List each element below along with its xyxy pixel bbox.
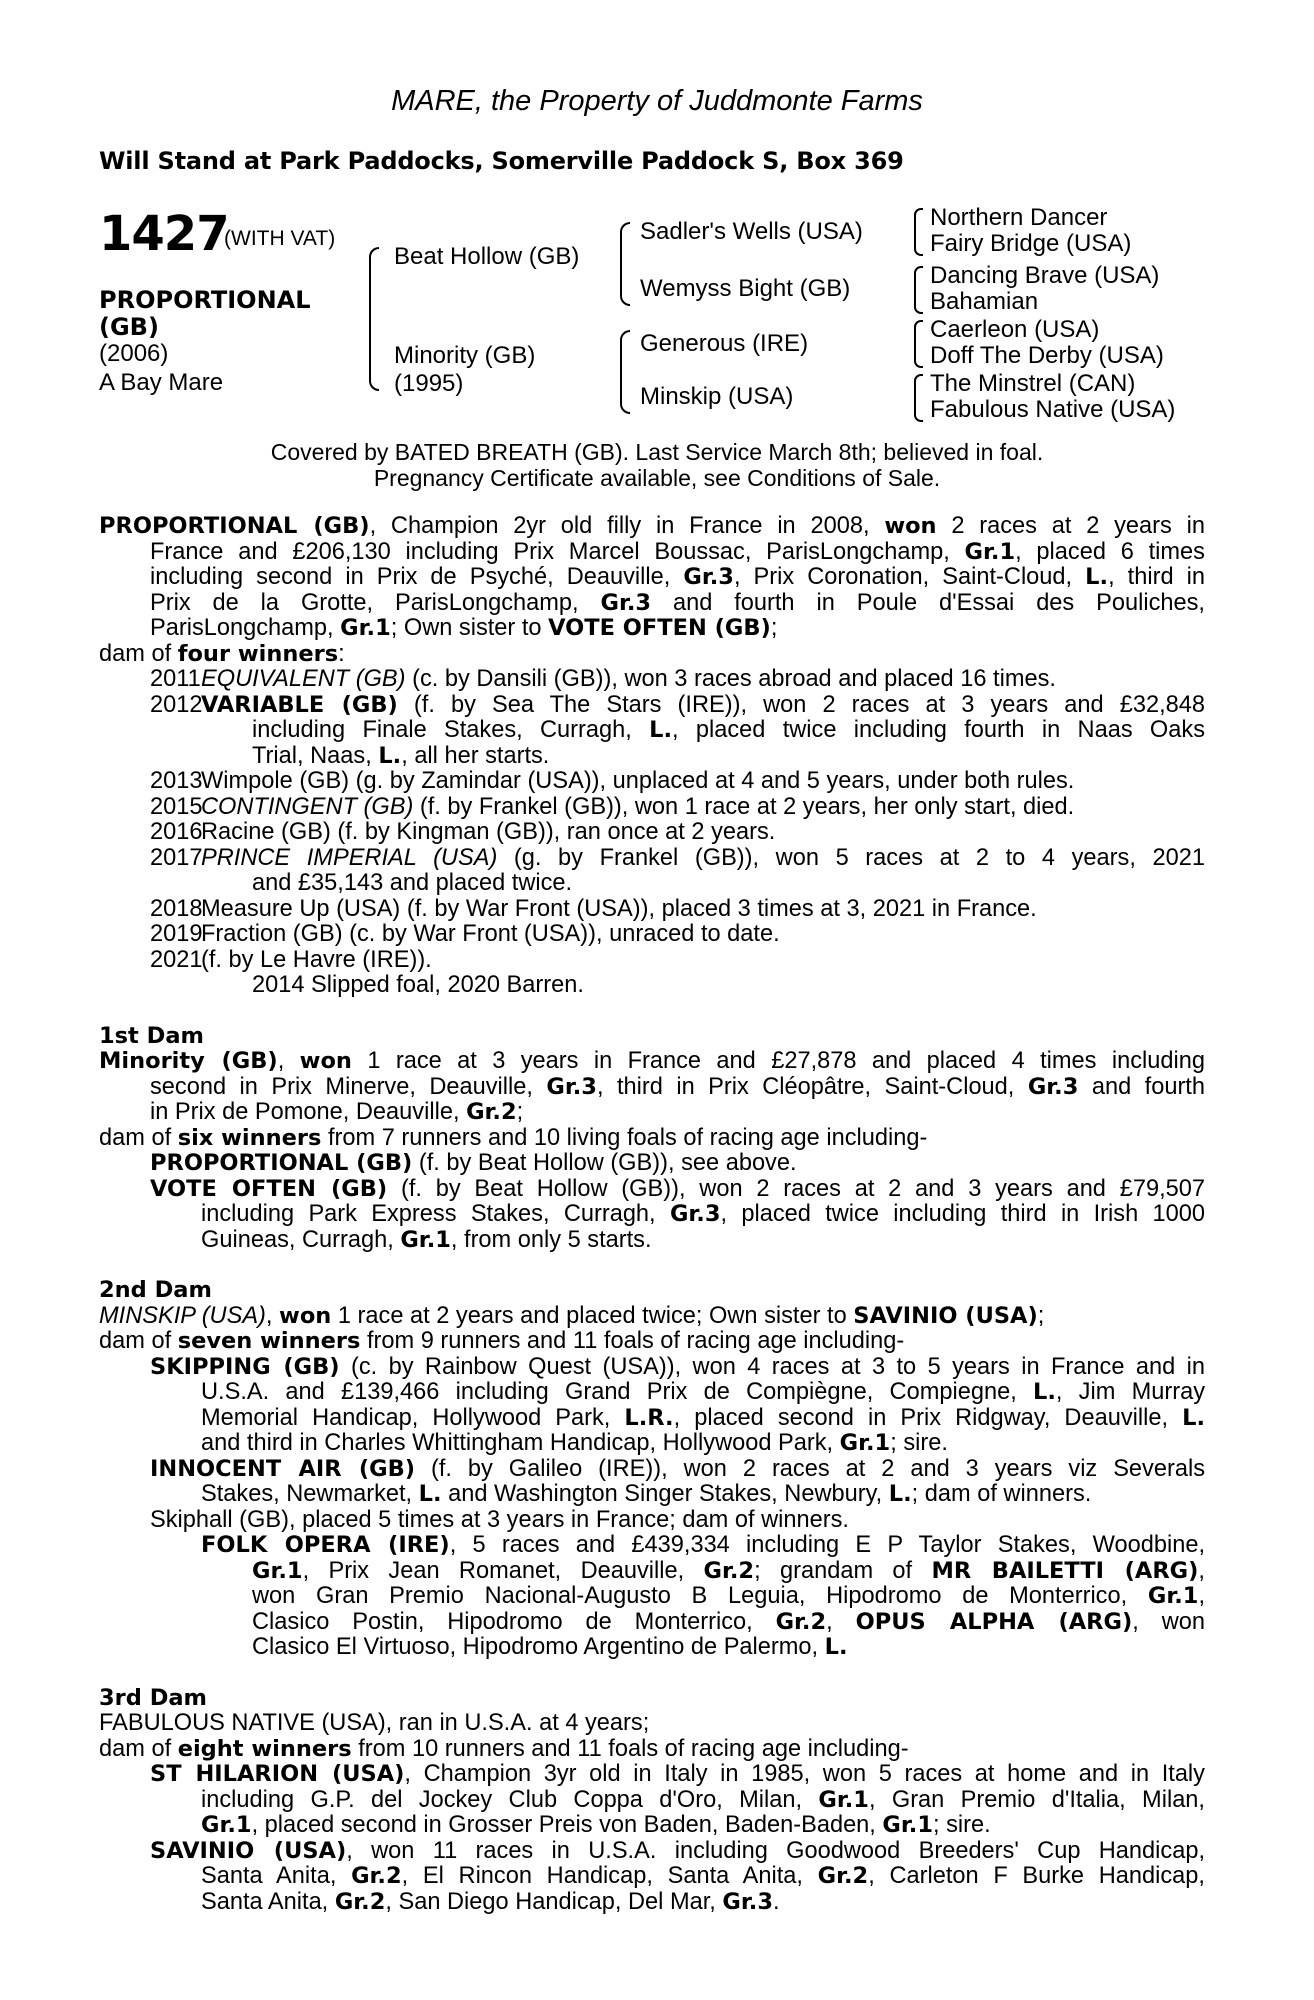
text: , placed second in Grosser Preis von Baden, Baden-Baden, bbox=[251, 1812, 883, 1838]
pedigree-dam-year: (1995) bbox=[394, 370, 464, 397]
lot-number: 1427 bbox=[99, 206, 229, 262]
text: , Gran Premio d'Italia, Milan, bbox=[868, 1786, 1205, 1813]
brace-g3 bbox=[914, 320, 923, 368]
dam2-folk-l2 bbox=[99, 1559, 1205, 1585]
text: (f. by Beat Hollow (GB)), won 2 races at 2 and 3 years and £79,507 bbox=[387, 1175, 1205, 1202]
horse-name-bold: FOLK OPERA (IRE) bbox=[201, 1532, 450, 1558]
grade: L. bbox=[378, 742, 402, 769]
dam3-heading: 3rd Dam bbox=[99, 1684, 207, 1711]
grade: Gr.3 bbox=[722, 1888, 773, 1915]
dam3-hil bbox=[99, 1762, 1205, 1788]
text: , third in bbox=[1108, 564, 1205, 590]
horse-name-line2: (GB) bbox=[99, 313, 159, 341]
text: from 9 runners and 11 foals of racing age including- bbox=[360, 1328, 905, 1354]
text: and fourth in Poule d'Essai des Pouliches, bbox=[651, 589, 1205, 616]
winners-bold: seven winners bbox=[177, 1328, 361, 1354]
text: , placed twice including third in Irish 1000 bbox=[720, 1201, 1205, 1227]
text: ; bbox=[1037, 1302, 1045, 1329]
produce-2017-cont bbox=[99, 871, 1205, 897]
text: Fraction (GB) (c. by War Front (USA)), unraced to date. bbox=[201, 921, 780, 947]
dam2-inno-l2 bbox=[99, 1482, 1205, 1508]
grade: L. bbox=[649, 717, 673, 743]
dam2-inno bbox=[99, 1457, 1205, 1483]
horse-name-bold: SKIPPING (GB) bbox=[150, 1353, 340, 1380]
text: Wimpole (GB) (g. by Zamindar (USA)), unplaced at 4 and 5 years, under both rules. bbox=[201, 768, 1075, 794]
text: Measure Up (USA) (f. by War Front (USA)), placed 3 times at 3, 2021 in France. bbox=[201, 895, 1037, 922]
pedigree-g6: Doff The Derby (USA) bbox=[930, 342, 1164, 369]
pedigree-dam-sire: Generous (IRE) bbox=[640, 330, 809, 357]
text: 1 race at 2 years and placed twice; Own sister to bbox=[331, 1302, 854, 1329]
grade: Gr.3 bbox=[546, 1073, 597, 1100]
dam2-skip-l2 bbox=[99, 1380, 1205, 1406]
dam1-vote-l3 bbox=[99, 1228, 1205, 1254]
horse-year: (2006) bbox=[99, 340, 169, 367]
text: Clasico Postin, Hipodromo de Monterrico, bbox=[252, 1608, 776, 1635]
dam3-hil-l2 bbox=[99, 1788, 1205, 1814]
dam2-folk-l3 bbox=[99, 1584, 1205, 1610]
text: , Champion 2yr old filly in France in 2008, bbox=[369, 513, 885, 539]
horse-name-bold: OPUS ALPHA (ARG) bbox=[855, 1608, 1133, 1635]
text: Santa Anita, bbox=[201, 1888, 335, 1915]
text: and third in Charles Whittingham Handicap, Hollywood Park, bbox=[201, 1430, 840, 1456]
grade: Gr.1 bbox=[201, 1812, 252, 1838]
won-bold: won bbox=[279, 1302, 332, 1329]
dam1-line1 bbox=[99, 1049, 1205, 1075]
horse-description: A Bay Mare bbox=[99, 369, 224, 396]
p1-line1 bbox=[99, 514, 1205, 540]
text: . bbox=[772, 1888, 780, 1915]
grade: Gr.3 bbox=[683, 564, 734, 590]
pedigree-g7: The Minstrel (CAN) bbox=[930, 370, 1136, 397]
text: and £35,143 and placed twice. bbox=[252, 870, 573, 896]
text: (f. by Galileo (IRE)), won 2 races at 2 and 3 years viz Severals bbox=[415, 1455, 1205, 1482]
text: , Jim Murray bbox=[1055, 1379, 1205, 1405]
text: including second in Prix de Psyché, Deauville, bbox=[150, 564, 684, 590]
dam1-vote-l2 bbox=[99, 1202, 1205, 1228]
text: including G.P. del Jockey Club Coppa d'Oro, Milan, bbox=[201, 1786, 819, 1813]
winners-bold: eight winners bbox=[177, 1735, 352, 1762]
text: in Prix de Pomone, Deauville, bbox=[150, 1099, 467, 1125]
pedigree-g4: Bahamian bbox=[930, 288, 1039, 315]
text: including Park Express Stakes, Curragh, bbox=[201, 1201, 670, 1227]
text: Santa Anita, bbox=[201, 1863, 352, 1889]
text: , bbox=[1198, 1557, 1205, 1584]
text: , Champion 3yr old in Italy in 1985, won 5 races at home and in Italy bbox=[404, 1761, 1205, 1787]
pedigree-sire-sire: Sadler's Wells (USA) bbox=[640, 218, 863, 245]
produce-2019 bbox=[99, 922, 1205, 948]
page-title: MARE, the Property of Juddmonte Farms bbox=[391, 85, 923, 117]
grade: Gr.2 bbox=[466, 1099, 517, 1125]
produce-name: EQUIVALENT (GB) bbox=[201, 666, 406, 692]
horse-name-bold: PROPORTIONAL (GB) bbox=[99, 513, 370, 539]
pedigree-sire-dam: Wemyss Bight (GB) bbox=[640, 275, 851, 302]
dam1-line2 bbox=[99, 1075, 1205, 1101]
dam3-hil-l3 bbox=[99, 1813, 1205, 1839]
text: dam of bbox=[99, 1328, 178, 1354]
text: (f. by Le Havre (IRE)). bbox=[201, 946, 432, 973]
text: second in Prix Minerve, Deauville, bbox=[150, 1073, 547, 1100]
pedigree-brace-dam bbox=[620, 330, 630, 414]
brace-g1 bbox=[914, 208, 923, 256]
grade: L. bbox=[1085, 564, 1109, 590]
text: from 10 runners and 11 foals of racing age including- bbox=[351, 1735, 909, 1762]
horse-name bbox=[99, 287, 311, 341]
produce-year: 2011 bbox=[150, 666, 201, 692]
produce-2011 bbox=[99, 667, 1205, 693]
catalogue-body bbox=[99, 514, 1205, 1915]
dam2-skiphall: Skiphall (GB), placed 5 times at 3 years in France; dam of winners. bbox=[150, 1506, 849, 1533]
text: : bbox=[338, 640, 345, 667]
text: ; grandam of bbox=[754, 1557, 932, 1584]
text: , San Diego Handicap, Del Mar, bbox=[385, 1888, 723, 1915]
dam2-line1 bbox=[99, 1304, 1205, 1330]
stand-location: Will Stand at Park Paddocks, Somerville Paddock S, Box 369 bbox=[99, 147, 904, 175]
dam3-sav-l3 bbox=[99, 1890, 1205, 1916]
brace-g2 bbox=[914, 266, 923, 314]
text: , won bbox=[1132, 1608, 1205, 1635]
text: , Prix Coronation, Saint-Cloud, bbox=[733, 564, 1086, 590]
text: , all her starts. bbox=[401, 742, 550, 769]
text: ; dam of winners. bbox=[911, 1481, 1092, 1507]
grade: Gr.2 bbox=[351, 1863, 402, 1889]
text: , 5 races and £439,334 including E P Taylor Stakes, Woodbine, bbox=[449, 1532, 1206, 1558]
grade: Gr.1 bbox=[818, 1786, 869, 1813]
text: Memorial Handicap, Hollywood Park, bbox=[201, 1404, 625, 1431]
text: won Gran Premio Nacional-Augusto B Leguia, Hipodromo de Monterrico, bbox=[252, 1583, 1148, 1609]
text: , Prix Jean Romanet, Deauville, bbox=[302, 1557, 704, 1584]
produce-2016 bbox=[99, 820, 1205, 846]
grade: L. bbox=[1182, 1404, 1205, 1431]
text: ParisLongchamp, bbox=[150, 615, 341, 641]
produce-2013 bbox=[99, 769, 1205, 795]
grade: Gr.3 bbox=[1027, 1073, 1079, 1100]
text: dam of bbox=[99, 1124, 178, 1151]
pedigree-g5: Caerleon (USA) bbox=[930, 316, 1100, 343]
horse-name-bold: SAVINIO (USA) bbox=[853, 1302, 1038, 1329]
pedigree-dam: Minority (GB) bbox=[394, 342, 536, 369]
pedigree-brace bbox=[369, 247, 379, 391]
text: ; bbox=[516, 1099, 524, 1125]
won-bold: won bbox=[299, 1048, 352, 1074]
text: , third in Prix Cléopâtre, Saint-Cloud, bbox=[596, 1073, 1028, 1100]
p1-damof bbox=[99, 642, 1205, 668]
dam1-vote bbox=[99, 1177, 1205, 1203]
text: ; Own sister to bbox=[390, 615, 549, 641]
pedigree-g1: Northern Dancer bbox=[930, 204, 1108, 231]
text: , placed twice including fourth in Naas Oaks bbox=[672, 717, 1205, 743]
grade: Gr.1 bbox=[252, 1557, 303, 1584]
grade: Gr.1 bbox=[964, 538, 1016, 565]
text: dam of bbox=[99, 1735, 178, 1762]
text: (f. by Frankel (GB)), won 1 race at 2 years, her only start, died. bbox=[413, 793, 1075, 820]
produce-2012 bbox=[99, 693, 1205, 719]
text: , Carleton F Burke Handicap, bbox=[868, 1863, 1205, 1889]
horse-name-bold: Minority (GB) bbox=[99, 1048, 278, 1074]
dam2-skip-l3 bbox=[99, 1406, 1205, 1432]
dam2-folk-l4 bbox=[99, 1610, 1205, 1636]
dam3-damof bbox=[99, 1737, 1205, 1763]
grade: Gr.1 bbox=[340, 615, 391, 641]
text: ; bbox=[770, 615, 778, 641]
text: and Washington Singer Stakes, Newbury, bbox=[441, 1481, 889, 1507]
produce-2017 bbox=[99, 846, 1205, 872]
grade: Gr.1 bbox=[839, 1430, 891, 1456]
pedigree-dam-dam: Minskip (USA) bbox=[640, 383, 794, 410]
grade: Gr.3 bbox=[669, 1201, 721, 1227]
covered-line2: Pregnancy Certificate available, see Conditions of Sale. bbox=[373, 465, 941, 491]
dam3-sav bbox=[99, 1839, 1205, 1865]
brace-g4 bbox=[914, 374, 923, 422]
grade: L.R. bbox=[624, 1404, 674, 1431]
dam2-folk bbox=[99, 1533, 1205, 1559]
produce-name: CONTINGENT (GB) bbox=[201, 793, 414, 820]
text: (c. by Dansili (GB)), won 3 races abroad and placed 16 times. bbox=[405, 666, 1056, 692]
dam2-heading: 2nd Dam bbox=[99, 1277, 212, 1303]
horse-name-bold: VOTE OFTEN (GB) bbox=[150, 1175, 388, 1202]
dam2-folk-l5 bbox=[99, 1635, 1205, 1661]
text: , El Rincon Handicap, Santa Anita, bbox=[401, 1863, 818, 1889]
dam1-line3 bbox=[99, 1100, 1205, 1126]
horse-name-bold: VOTE OFTEN (GB) bbox=[548, 615, 771, 641]
dam3-sav-l2 bbox=[99, 1864, 1205, 1890]
grade: Gr.2 bbox=[334, 1888, 386, 1915]
grade: Gr.2 bbox=[703, 1557, 755, 1584]
text: , bbox=[826, 1608, 856, 1635]
horse-name-bold: MR BAILETTI (ARG) bbox=[931, 1557, 1199, 1584]
produce-2012-cont1 bbox=[99, 718, 1205, 744]
text: U.S.A. and £139,466 including Grand Prix de Compiègne, Compiegne, bbox=[201, 1379, 1033, 1405]
text: , bbox=[277, 1048, 300, 1074]
text: (g. by Frankel (GB)), won 5 races at 2 to 4 years, 2021 bbox=[497, 844, 1205, 871]
text: Racine (GB) (f. by Kingman (GB)), ran once at 2 years. bbox=[201, 819, 776, 845]
text: (f. by Beat Hollow (GB)), see above. bbox=[412, 1150, 797, 1176]
dam2-skip-l4 bbox=[99, 1431, 1205, 1457]
p1-line5 bbox=[99, 616, 1205, 642]
text: and fourth bbox=[1078, 1073, 1205, 1100]
produce-2021 bbox=[99, 948, 1205, 974]
text: 1 race at 3 years in France and £27,878 and placed 4 times including bbox=[351, 1048, 1206, 1074]
text: (f. by Sea The Stars (IRE)), won 2 races at 3 years and £32,848 bbox=[397, 691, 1205, 718]
pedigree-brace-sire bbox=[620, 222, 630, 306]
text: , bbox=[265, 1302, 280, 1329]
produce-year: 2016 bbox=[150, 819, 203, 845]
text: , from only 5 starts. bbox=[450, 1226, 652, 1253]
grade: L. bbox=[418, 1481, 442, 1507]
produce-year: 2015 bbox=[150, 793, 203, 820]
p1-line4 bbox=[99, 591, 1205, 617]
text: (c. by Rainbow Quest (USA)), won 4 races at 3 to 5 years in France and in bbox=[339, 1353, 1205, 1380]
text: , won 11 races in U.S.A. including Goodwood Breeders' Cup Handicap, bbox=[346, 1837, 1205, 1864]
grade: Gr.2 bbox=[775, 1608, 827, 1635]
produce-year: 2012 bbox=[150, 691, 203, 718]
text: , placed second in Prix Ridgway, Deauville, bbox=[673, 1404, 1183, 1431]
winners-bold: four winners bbox=[177, 640, 339, 667]
spacer bbox=[99, 1253, 1205, 1278]
pedigree-sire: Beat Hollow (GB) bbox=[394, 243, 580, 270]
horse-name-bold: SAVINIO (USA) bbox=[150, 1837, 347, 1864]
produce-year: 2021 bbox=[150, 946, 203, 973]
produce-2012-cont2 bbox=[99, 744, 1205, 770]
horse-name-bold: ST HILARION (USA) bbox=[150, 1761, 405, 1787]
spacer bbox=[99, 1661, 1205, 1686]
dam3-line1: FABULOUS NATIVE (USA), ran in U.S.A. at 4 years; bbox=[99, 1710, 650, 1736]
text: including Finale Stakes, Curragh, bbox=[252, 717, 650, 743]
dam1-damof bbox=[99, 1126, 1205, 1152]
horse-name-line1: PROPORTIONAL bbox=[99, 286, 311, 314]
produce-year: 2018 bbox=[150, 895, 203, 922]
p1-line2 bbox=[99, 540, 1205, 566]
dam2-damof bbox=[99, 1329, 1205, 1355]
dam1-heading: 1st Dam bbox=[99, 1022, 204, 1049]
p1-line3 bbox=[99, 565, 1205, 591]
grade: Gr.2 bbox=[817, 1863, 869, 1889]
grade: Gr.1 bbox=[1147, 1583, 1199, 1609]
text: dam of bbox=[99, 640, 178, 667]
grade: Gr.1 bbox=[400, 1226, 451, 1253]
dam2-skip bbox=[99, 1355, 1205, 1381]
vat-label: (WITH VAT) bbox=[224, 227, 336, 250]
produce-name: PRINCE IMPERIAL (USA) bbox=[201, 844, 498, 871]
grade: L. bbox=[888, 1481, 912, 1507]
pedigree-g2: Fairy Bridge (USA) bbox=[930, 230, 1132, 257]
text: Prix de la Grotte, ParisLongchamp, bbox=[150, 589, 601, 616]
dam1-prop bbox=[99, 1151, 1205, 1177]
produce-name: VARIABLE (GB) bbox=[201, 691, 398, 718]
produce-year: 2013 bbox=[150, 768, 203, 794]
text: France and £206,130 including Prix Marcel Boussac, ParisLongchamp, bbox=[150, 538, 965, 565]
won-bold: won bbox=[884, 513, 937, 539]
text: Clasico El Virtuoso, Hipodromo Argentino de Palermo, bbox=[252, 1634, 825, 1660]
text: , placed 6 times bbox=[1015, 538, 1205, 565]
winners-bold: six winners bbox=[177, 1124, 322, 1151]
produce-2018 bbox=[99, 897, 1205, 923]
horse-name-bold: PROPORTIONAL (GB) bbox=[150, 1150, 413, 1176]
text: Guineas, Curragh, bbox=[201, 1226, 401, 1253]
text: from 7 runners and 10 living foals of racing age including- bbox=[321, 1124, 928, 1151]
text: ; sire. bbox=[890, 1430, 948, 1456]
text: Stakes, Newmarket, bbox=[201, 1481, 419, 1507]
horse-name: MINSKIP (USA) bbox=[99, 1302, 266, 1329]
produce-note: 2014 Slipped foal, 2020 Barren. bbox=[252, 972, 584, 998]
grade: L. bbox=[1033, 1379, 1056, 1405]
produce-year: 2017 bbox=[150, 844, 203, 871]
grade: Gr.3 bbox=[600, 589, 652, 616]
covered-line1: Covered by BATED BREATH (GB). Last Service March 8th; believed in foal. bbox=[270, 439, 1044, 465]
horse-name-bold: INNOCENT AIR (GB) bbox=[150, 1455, 415, 1482]
text: , bbox=[1198, 1583, 1205, 1609]
grade: Gr.1 bbox=[882, 1812, 933, 1838]
grade: L. bbox=[824, 1634, 848, 1660]
text: 2 races at 2 years in bbox=[936, 513, 1205, 539]
produce-2015 bbox=[99, 795, 1205, 821]
pedigree-g3: Dancing Brave (USA) bbox=[930, 262, 1160, 289]
produce-year: 2019 bbox=[150, 921, 203, 947]
spacer bbox=[99, 999, 1205, 1024]
text: ; sire. bbox=[932, 1812, 991, 1838]
text: Trial, Naas, bbox=[252, 742, 379, 769]
pedigree-g8: Fabulous Native (USA) bbox=[930, 396, 1176, 423]
